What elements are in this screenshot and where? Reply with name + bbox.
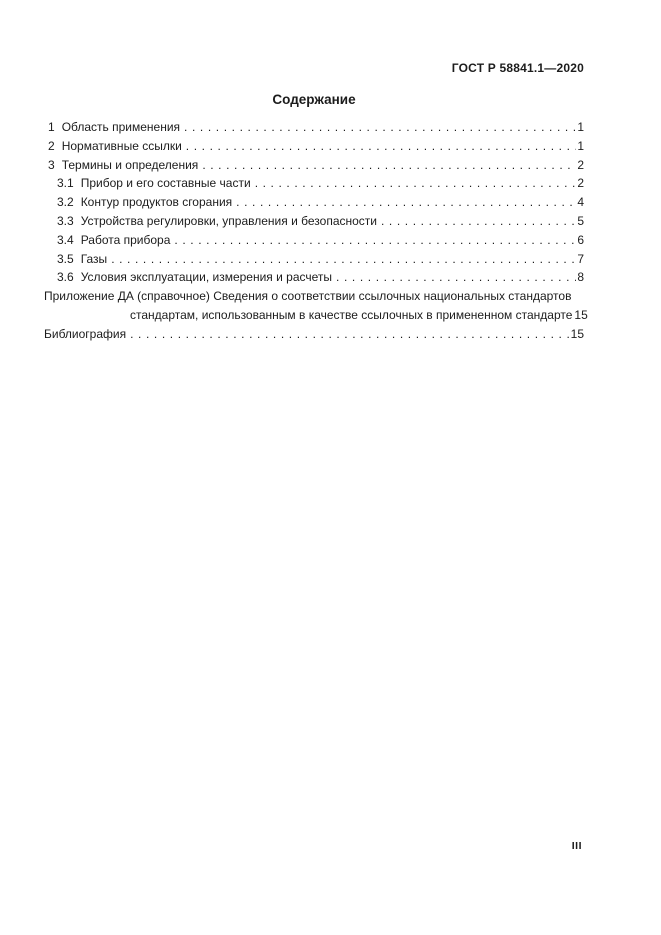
page-title: Содержание (272, 92, 356, 107)
toc-row-appendix-da-line2 (44, 306, 588, 325)
table-of-contents (44, 118, 588, 344)
dot-leader (108, 250, 576, 269)
dot-leader (171, 231, 576, 250)
toc-entry-page: 15 (574, 307, 588, 322)
dot-leader (181, 118, 576, 137)
toc-entry-title: Условия эксплуатации, измерения и расчеты (80, 270, 333, 285)
toc-entry-number: 2 (48, 138, 55, 153)
document-code: ГОСТ Р 58841.1—2020 (451, 61, 584, 75)
dot-leader (378, 212, 576, 231)
toc-row-device-parts (44, 174, 584, 193)
page-number: III (571, 840, 582, 852)
toc-entry-page: 5 (577, 213, 584, 228)
toc-entry-page: 2 (577, 157, 584, 172)
toc-entry-title: Прибор и его составные части (80, 176, 251, 191)
toc-entry-title-continuation: стандартам, использованным в качестве ссылочных в примененном стандарте (130, 307, 573, 322)
toc-entry-number: 3.1 (57, 176, 74, 191)
dot-leader (233, 193, 576, 212)
toc-entry-title: Приложение ДА (справочное) Сведения о соответствии ссылочных национальных стандартов (44, 289, 572, 304)
toc-entry-page: 4 (577, 195, 584, 210)
dot-leader (183, 137, 577, 156)
toc-entry-number: 3.6 (57, 270, 74, 285)
dot-leader (127, 325, 570, 344)
dot-leader (199, 156, 576, 175)
toc-entry-number: 3.3 (57, 213, 74, 228)
toc-entry-page: 7 (577, 251, 584, 266)
toc-entry-number: 3 (48, 157, 55, 172)
toc-entry-title: Газы (80, 251, 108, 266)
toc-entry-title: Библиография (44, 326, 127, 341)
toc-row-appendix-da-line1 (44, 287, 584, 306)
toc-entry-title: Область применения (61, 120, 181, 134)
toc-row-scope (44, 118, 584, 137)
toc-row-device-operation (44, 231, 584, 250)
toc-entry-title: Нормативные ссылки (61, 138, 182, 153)
dot-leader (252, 174, 577, 193)
toc-row-combustion-circuit (44, 193, 584, 212)
toc-row-bibliography (44, 325, 584, 344)
toc-entry-title: Термины и определения (61, 157, 199, 172)
toc-entry-title: Устройства регулировки, управления и безопасности (80, 213, 377, 228)
toc-row-gases (44, 250, 584, 269)
toc-entry-number: 3.2 (57, 195, 74, 210)
toc-entry-page: 1 (577, 138, 584, 153)
toc-entry-number: 1 (48, 120, 55, 134)
toc-entry-page: 6 (577, 232, 584, 247)
toc-entry-title: Контур продуктов сгорания (80, 195, 233, 210)
toc-entry-page: 15 (570, 326, 584, 341)
toc-row-terms (44, 156, 584, 175)
toc-entry-number: 3.5 (57, 251, 74, 266)
toc-entry-page: 1 (577, 120, 584, 134)
toc-entry-title: Работа прибора (80, 232, 171, 247)
toc-row-normative-refs (44, 137, 584, 156)
toc-row-control-safety-devices (44, 212, 584, 231)
toc-entry-page: 8 (577, 270, 584, 285)
toc-row-operating-conditions (44, 268, 584, 287)
toc-entry-page: 2 (577, 176, 584, 191)
toc-entry-number: 3.4 (57, 232, 74, 247)
dot-leader (333, 268, 576, 287)
